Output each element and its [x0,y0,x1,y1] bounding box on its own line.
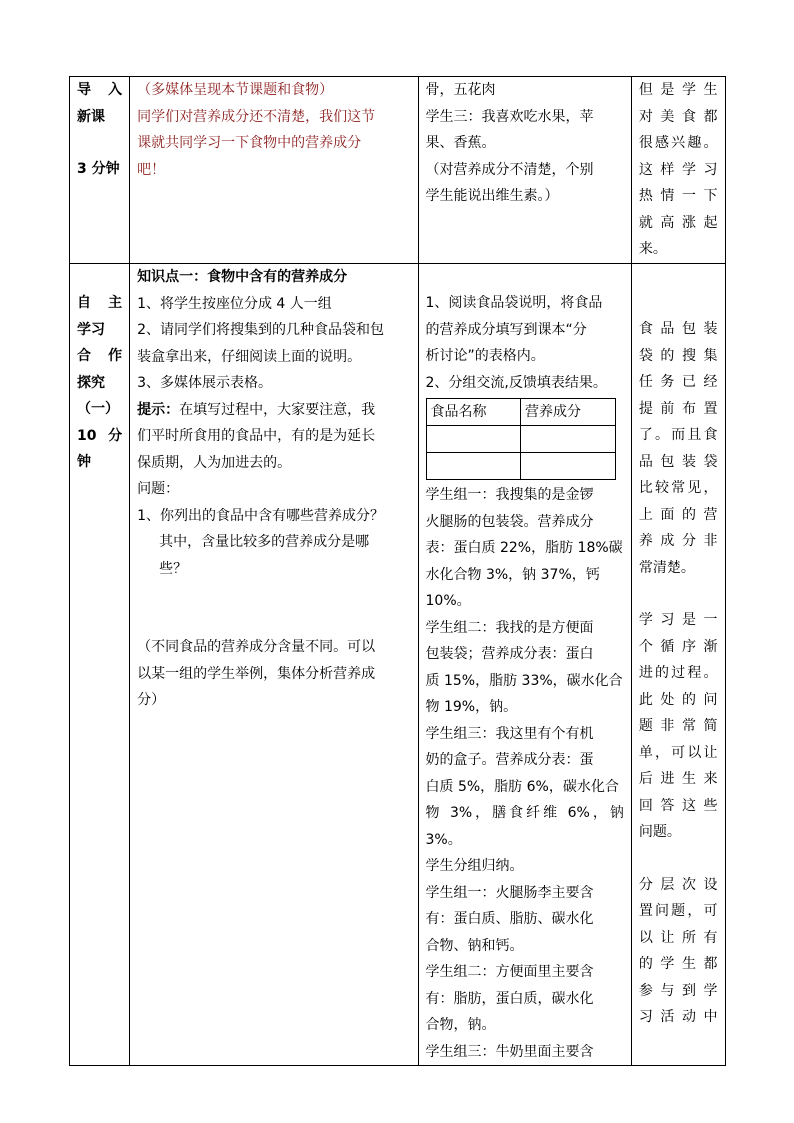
comment-line: 上面的营 [638,506,718,523]
comment-line: 单，可以让 [638,744,718,761]
note-line: （不同食品的营养成分含量不同。可以 [137,639,376,655]
comment-line: 食品包装 [638,321,718,337]
comment-line: 这样学习 [638,161,718,178]
comment-line: 热情一下 [638,188,718,204]
student-line: 的营养成分填写到课本“分 [425,321,587,338]
student-activity-cell [418,264,631,1066]
question-line: 些？ [159,560,188,577]
note-line: 以某一组的学生举例，集体分析营养成 [137,665,376,682]
column-header: 营养成分 [521,399,616,426]
comment-line: 但是学生 [638,82,718,98]
student-line: 骨，五花肉 [425,82,496,98]
student-line: 有：脂肪，蛋白质，碳水化 [425,990,594,1007]
student-line: （对营养成分不清楚，个别 [425,161,594,178]
teacher-line: （多媒体呈现本节课题和食物） [137,82,334,98]
tip-text: 在填写过程中，大家要注意，我 [179,401,376,418]
stage-line: 探究 [77,374,105,391]
stage-line [77,130,122,156]
teacher-line: 课就共同学习一下食物中的营养成分 [137,135,362,151]
table-row [70,77,726,264]
comment-line: 进的过程。 [638,665,718,681]
comment-line: 品包装袋 [638,453,718,470]
tip-label: 提示： [137,401,180,418]
column-header: 食品名称 [426,399,521,426]
student-line: 物 3%，膳食纤维 6%，钠 3%。 [425,805,624,848]
teacher-line: 吧！ [137,161,166,178]
stage-cell [70,77,130,264]
table-cell [521,426,616,453]
design-intent-cell [631,77,725,264]
teacher-activity-cell [130,264,418,1066]
student-line: 表：蛋白质 22%，脂肪 18%碳 [425,540,623,556]
table-cell [521,453,616,480]
student-line: 白质 5%，脂肪 6%，碳水化合 [425,778,619,795]
student-line: 质 15%，脂肪 33%，碳水化合 [425,672,623,689]
table-cell [426,453,521,480]
comment-line: 对美食都 [638,108,718,125]
comment-line: 参与到学 [638,982,718,999]
table-row [426,453,615,480]
table-cell [426,426,521,453]
comment-line: 回答这些 [638,797,718,814]
comment-line: 袋的搜集 [638,347,718,364]
question-label: 问题： [137,481,180,497]
student-line: 学生组二：方便面里主要含 [425,964,594,980]
student-line: 果、香蕉。 [425,135,496,151]
comment-line: 问题。 [638,824,681,840]
student-line: 学生三：我喜欢吃水果，苹 [425,108,594,125]
comment-line: 个循序渐 [638,638,718,655]
comment-line: 就高涨起 [638,214,718,231]
student-activity-cell [418,77,631,264]
comment-line: 分层次设 [638,876,718,893]
table-row [426,426,615,453]
student-line: 火腿肠的包装袋。营养成分 [425,513,594,530]
step-line: 3、多媒体展示表格。 [137,375,272,391]
comment-line: 题非常简 [638,718,718,734]
student-line: 学生能说出维生素。） [425,188,559,204]
tip-line: 们平时所食用的食品中，有的是为延长 [137,428,376,444]
student-line: 学生组一：火腿肠李主要含 [425,884,594,901]
teacher-line: 同学们对营养成分还不清楚，我们这节 [137,108,376,125]
student-line: 物 19%，钠。 [425,699,518,715]
lesson-plan-table [69,76,726,1066]
step-line: 2、请同学们将搜集到的几种食品袋和包 [137,322,384,338]
stage-line: （一） [77,401,119,417]
question-line: 其中，含量比较多的营养成分是哪 [159,534,370,550]
knowledge-heading: 知识点一：食物中含有的营养成分 [137,269,348,285]
stage-line: 10 分 [77,427,123,444]
student-line: 学生分组归纳。 [425,858,524,874]
comment-line: 后进生来 [638,771,718,787]
question-line: 1、你列出的食品中含有哪些营养成分？ [137,507,384,524]
student-line: 有：蛋白质、脂肪、碳水化 [425,911,594,927]
comment-line: 养成分非 [638,533,718,549]
student-line: 学生组一：我搜集的是金锣 [425,487,594,503]
step-line: 装盒拿出来，仔细阅读上面的说明。 [137,348,362,365]
comment-line: 任务已经 [638,374,718,390]
food-nutrition-table [426,398,616,480]
stage-line: 学习 [77,321,105,338]
step-line: 1、将学生按座位分成 4 人一组 [137,295,332,312]
student-line: 学生组三：我这里有个有机 [425,725,594,742]
student-line: 1、阅读食品袋说明，将食品 [425,295,603,311]
student-line: 合物，钠。 [425,1017,496,1033]
tip-line [137,397,410,424]
comment-line: 习活动中 [638,1009,718,1025]
note-line: 分） [137,692,166,708]
comment-line: 比较常见， [638,480,718,496]
student-line: 学生组三：牛奶里面主要含 [425,1043,594,1060]
comment-line: 此处的问 [638,691,718,708]
student-line: 2、分组交流,反馈填表结果。 [425,374,607,391]
stage-line: 自 主 [77,295,123,311]
student-line: 奶的盒子。营养成分表：蛋 [425,752,594,768]
comment-line: 置问题，可 [638,903,718,919]
comment-line: 很感兴趣。 [638,135,718,151]
design-intent-cell [631,264,725,1066]
student-line: 包装袋；营养成分表：蛋白 [425,646,594,662]
comment-line: 常清楚。 [638,559,695,576]
comment-line: 的学生都 [638,956,718,972]
stage-line: 新课 [77,108,105,125]
stage-line: 3 分钟 [77,161,120,177]
stage-line: 导 入 [77,82,123,98]
student-line: 水化合物 3%，钠 37%，钙 [425,566,600,583]
student-line: 析讨论”的表格内。 [425,348,545,364]
stage-line: 合 作 [77,348,123,364]
table-header-row [426,399,615,426]
stage-cell [70,264,130,1066]
comment-line: 提前布置 [638,400,718,417]
teacher-activity-cell [130,77,418,264]
comment-line: 来。 [638,241,667,257]
table-row [70,264,726,1066]
student-line: 学生组二：我找的是方便面 [425,619,594,636]
comment-line: 以让所有 [638,929,718,946]
tip-line: 保质期，人为加进去的。 [137,454,292,471]
comment-line: 学习是一 [638,612,718,628]
student-line: 10%。 [425,593,471,609]
student-line: 合物、钠和钙。 [425,937,524,954]
stage-line: 钟 [77,454,91,470]
comment-line: 了。而且食 [638,427,718,443]
